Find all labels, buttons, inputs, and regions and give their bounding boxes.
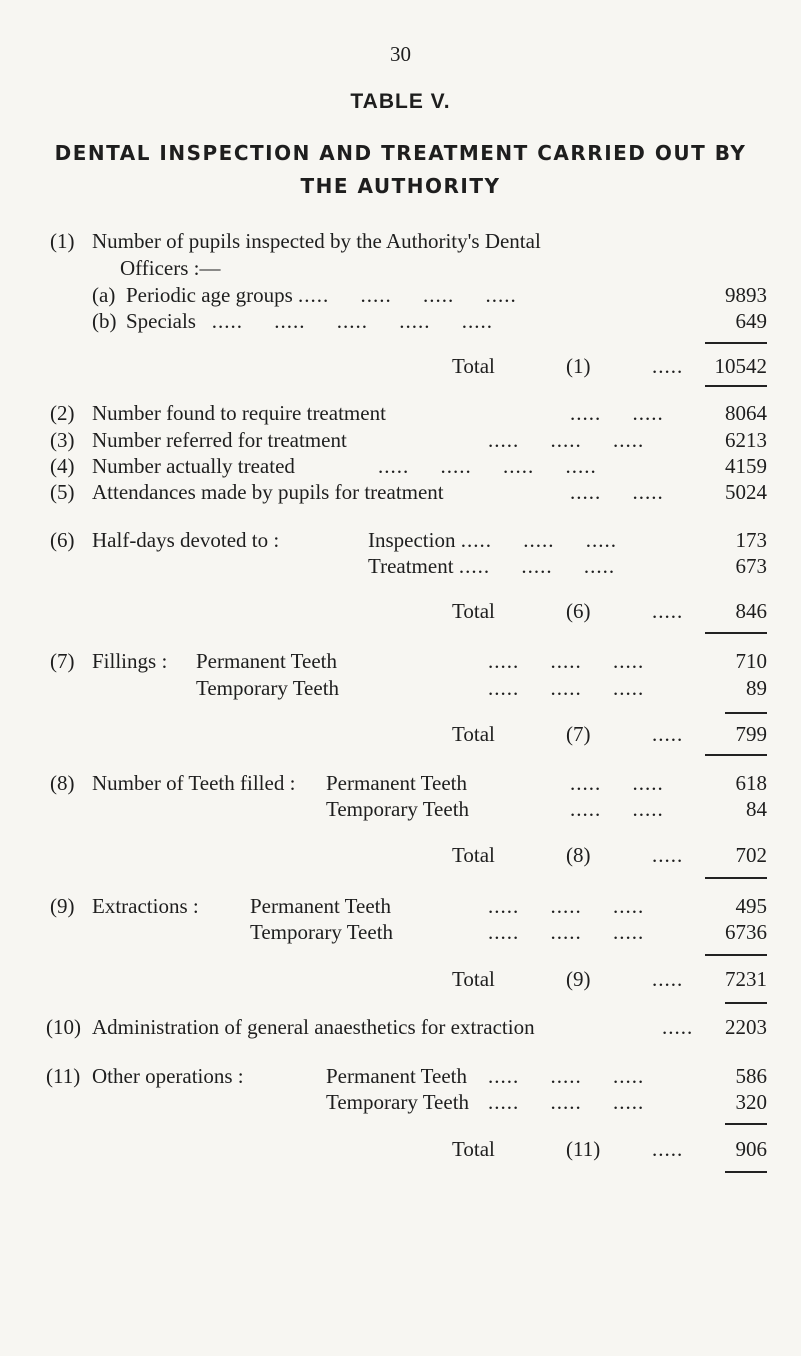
leader-dots: ..... ..... [570,480,664,504]
row-label: Half-days devoted to : [92,528,280,552]
row-6-total [0,598,801,624]
table-heading-line2: THE AUTHORITY [300,174,501,198]
sub-label: Permanent Teeth [250,894,392,918]
sub-label: Treatment ..... ..... ..... [368,554,616,578]
row-8-total [0,842,801,868]
total-rule [725,1002,767,1004]
row-value: 710 [735,649,767,673]
row-4 [0,453,801,479]
sub-label: Inspection ..... ..... ..... [368,528,617,552]
row-11-temporary [0,1089,801,1115]
row-number: (5) [50,480,75,504]
row-8-permanent [0,770,801,796]
row-label: Administration of general anaesthetics for extraction [92,1015,535,1039]
row-number: (4) [50,454,75,478]
row-1a [0,282,801,308]
sub-label: Temporary Teeth [250,920,394,944]
total-value: 702 [735,843,767,867]
total-number: (1) [566,354,591,378]
row-value: 4159 [725,454,767,478]
row-label: Number of Teeth filled : [92,771,296,795]
row-value: 2203 [725,1015,767,1039]
row-value: 6736 [725,920,767,944]
row-value: 320 [735,1090,767,1114]
row-number: (3) [50,428,75,452]
row-11-total [0,1136,801,1162]
subtotal-rule [725,1123,767,1125]
row-8-temporary [0,796,801,822]
leader-dots: ..... ..... ..... [488,920,645,944]
row-7-temporary [0,675,801,701]
total-label: Total [452,599,495,623]
row-number: (b) [92,309,117,333]
sub-label: Permanent Teeth [326,771,468,795]
row-value: 649 [735,309,767,333]
row-label: Extractions : [92,894,199,918]
row-label: Periodic age groups ..... ..... ..... ..... [126,283,517,307]
row-9-permanent [0,893,801,919]
total-number: (9) [566,967,591,991]
row-value: 495 [735,894,767,918]
row-value: 586 [735,1064,767,1088]
row-value: 89 [746,676,767,700]
total-rule [705,877,767,879]
row-label: Fillings : [92,649,168,673]
leader-dots: ..... ..... ..... ..... [298,283,517,307]
row-label: Number actually treated [92,454,295,478]
row-1-heading-cont [0,255,801,281]
leader-dots: ..... ..... ..... [488,649,645,673]
row-value: 9893 [725,283,767,307]
row-value: 84 [746,797,767,821]
row-number: (11) [46,1064,81,1088]
row-value: 618 [735,771,767,795]
leader-dots: ..... ..... [570,401,664,425]
row-number: (1) [50,229,75,253]
leader-dots: ..... ..... ..... [460,528,617,552]
leader-dots: ..... [652,599,684,623]
row-number: (10) [46,1015,81,1039]
leader-dots: ..... [652,843,684,867]
total-value: 846 [735,599,767,623]
row-1-total [0,353,801,379]
sub-label: Permanent Teeth [196,649,338,673]
row-5 [0,479,801,505]
row-9-total [0,966,801,992]
row-number: (2) [50,401,75,425]
leader-dots: ..... [652,722,684,746]
total-rule [725,1171,767,1173]
row-value: 8064 [725,401,767,425]
table-heading-line1: DENTAL INSPECTION AND TREATMENT CARRIED OUT BY [54,141,747,165]
row-label: Number found to require treatment [92,401,386,425]
row-label-continued: Officers :— [120,256,221,280]
total-rule [705,632,767,634]
row-3 [0,427,801,453]
row-9-temporary [0,919,801,945]
total-rule [705,754,767,756]
subtotal-rule [705,954,767,956]
total-label: Total [452,1137,495,1161]
row-6-treatment [0,553,801,579]
row-value: 673 [735,554,767,578]
leader-dots: ..... ..... ..... [488,894,645,918]
total-value: 906 [735,1137,767,1161]
leader-dots: ..... ..... [570,797,664,821]
leader-dots: ..... [652,354,684,378]
total-label: Total [452,354,495,378]
total-value: 7231 [725,967,767,991]
row-label: Number referred for treatment [92,428,347,452]
row-7-permanent [0,648,801,674]
subtotal-rule [705,342,767,344]
total-value: 799 [735,722,767,746]
row-7-total [0,721,801,747]
leader-dots: ..... ..... ..... [458,554,616,578]
row-2 [0,400,801,426]
total-number: (7) [566,722,591,746]
leader-dots: ..... [652,967,684,991]
leader-dots: ..... ..... ..... [488,428,645,452]
row-11-permanent [0,1063,801,1089]
row-number: (8) [50,771,75,795]
leader-dots: ..... ..... ..... ..... ..... [211,309,493,333]
row-1b [0,308,801,334]
row-label: Number of pupils inspected by the Authority's Dental [92,229,541,253]
total-number: (8) [566,843,591,867]
row-number: (9) [50,894,75,918]
sub-label: Temporary Teeth [196,676,340,700]
total-label: Total [452,967,495,991]
row-number: (6) [50,528,75,552]
subtotal-rule [725,712,767,714]
row-label: Other operations : [92,1064,244,1088]
sub-label: Temporary Teeth [326,1090,470,1114]
row-10 [0,1014,801,1040]
table-title: TABLE V. [350,90,451,113]
row-label: Specials ..... ..... ..... ..... ..... [126,309,493,333]
row-number: (7) [50,649,75,673]
total-label: Total [452,843,495,867]
leader-dots: ..... ..... ..... ..... [378,454,597,478]
total-value: 10542 [714,354,767,378]
row-1-heading [0,228,801,254]
total-number: (6) [566,599,591,623]
leader-dots: ..... ..... ..... [488,676,645,700]
row-6-inspection [0,527,801,553]
leader-dots: ..... ..... ..... [488,1064,645,1088]
row-value: 5024 [725,480,767,504]
total-label: Total [452,722,495,746]
row-value: 173 [735,528,767,552]
row-value: 6213 [725,428,767,452]
page-number: 30 [390,42,411,66]
leader-dots: ..... [662,1015,694,1039]
row-label: Attendances made by pupils for treatment [92,480,444,504]
row-number: (a) [92,283,116,307]
total-rule [705,385,767,387]
leader-dots: ..... ..... [570,771,664,795]
leader-dots: ..... [652,1137,684,1161]
leader-dots: ..... ..... ..... [488,1090,645,1114]
sub-label: Temporary Teeth [326,797,470,821]
total-number: (11) [566,1137,601,1161]
sub-label: Permanent Teeth [326,1064,468,1088]
